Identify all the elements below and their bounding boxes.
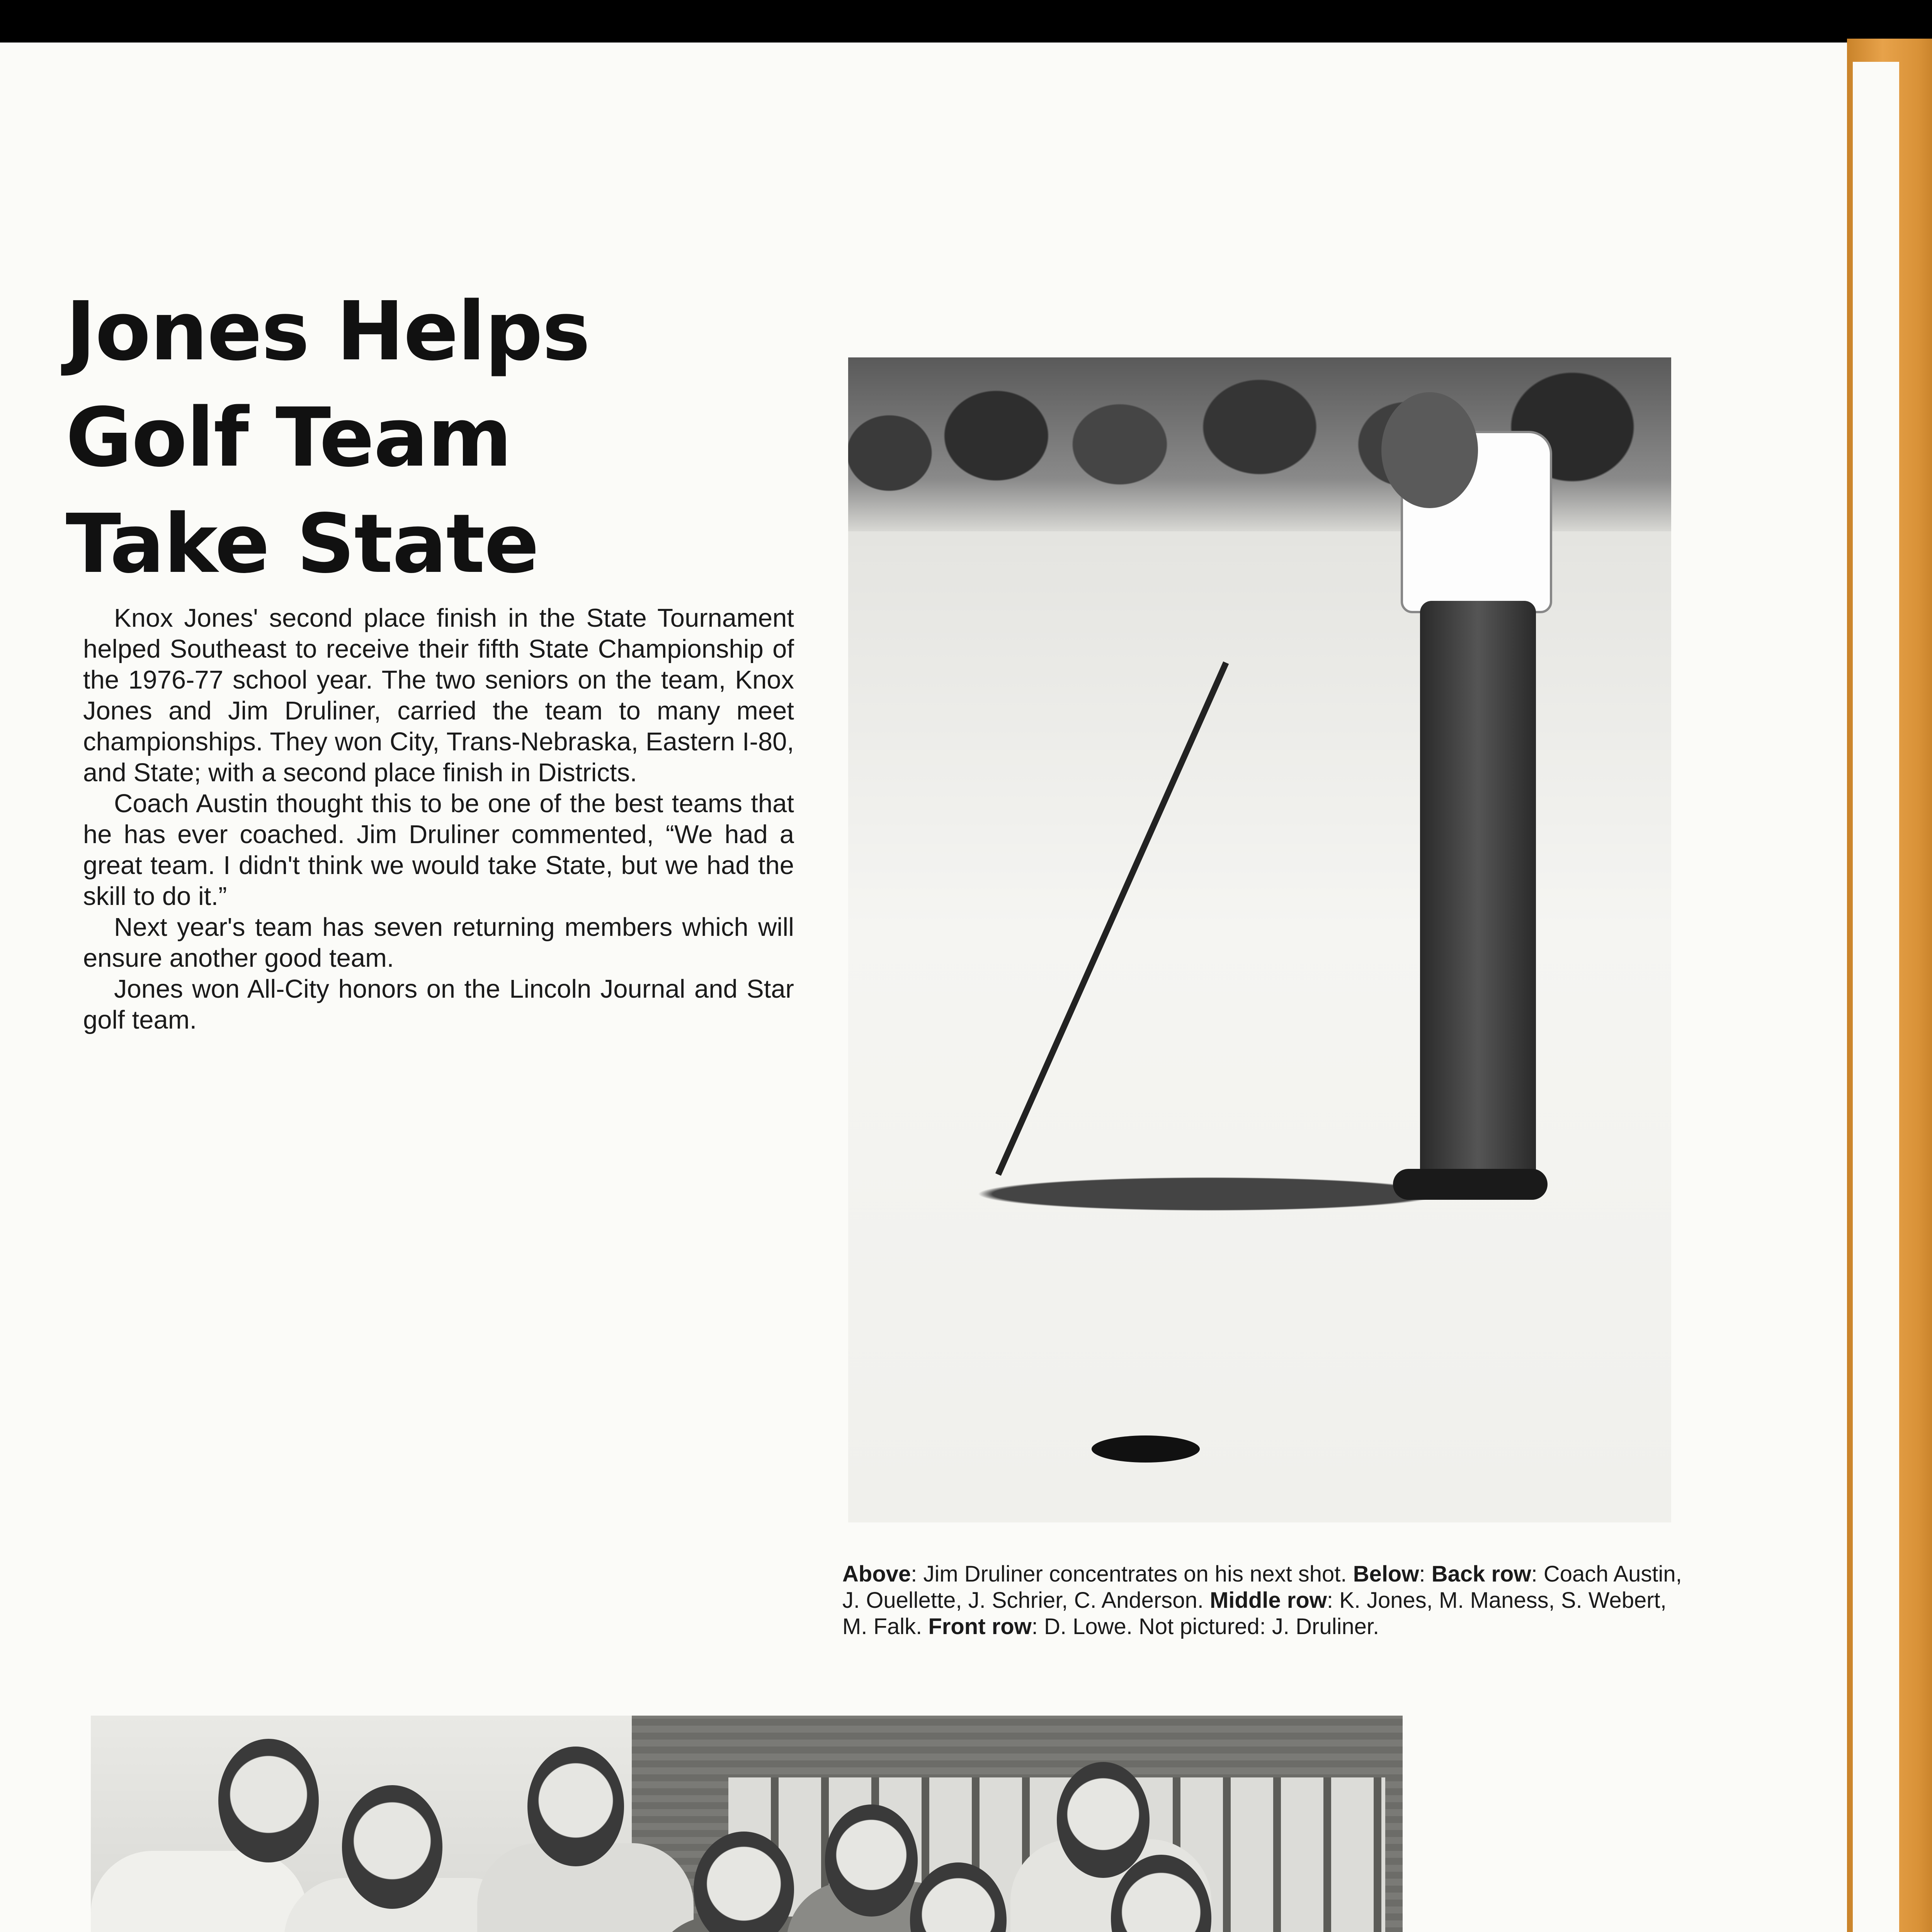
caption-front-row-text: : D. Lowe. Not pictured: J. Druliner.: [1031, 1614, 1379, 1639]
caption-above-label: Above: [842, 1561, 911, 1587]
photo-caption: [842, 1561, 1685, 1640]
title-line-1: Jones Helps: [66, 284, 590, 379]
team-member-figure: [91, 1851, 307, 1932]
caption-back-row-label: Back row: [1431, 1561, 1531, 1587]
caption-below-sep: :: [1419, 1561, 1432, 1587]
golfer-shoes: [1393, 1169, 1548, 1200]
golfer-figure: [1362, 392, 1563, 1196]
caption-above-text: : Jim Druliner concentrates on his next shot.: [911, 1561, 1353, 1587]
caption-below-label: Below: [1353, 1561, 1419, 1587]
title-line-3: Take State: [66, 497, 539, 591]
caption-back-row-text: : Coach Austin, J. Ouellette, J. Schrier, C. Anderson.: [842, 1561, 1682, 1613]
binding-inner-edge: [1853, 62, 1899, 1932]
body-paragraph: Jones won All-City honors on the Lincoln Journal and Star golf team.: [83, 975, 794, 1034]
article-title: [66, 278, 800, 597]
body-paragraph: Next year's team has seven returning members which will ensure another good team.: [83, 913, 794, 973]
body-paragraph: Knox Jones' second place finish in the State Tournament helped Southeast to receive their fifth State Championship of the 1976-77 school year. The two seniors on the team, Knox Jones and Jim Druliner, carried the team to many meet championships. They won City, Trans-Nebraska, Eastern I-80, and State; with a second place finish in Districts.: [83, 604, 794, 787]
team-member-head: [1057, 1762, 1150, 1878]
golfer-pants: [1420, 601, 1536, 1180]
team-member-head: [825, 1804, 918, 1917]
team-member-head: [342, 1785, 442, 1909]
caption-front-row-label: Front row: [928, 1614, 1032, 1639]
caption-middle-row-text: : K. Jones, M. Maness, S. Webert, M. Falk.: [842, 1588, 1667, 1639]
caption-middle-row-label: Middle row: [1210, 1588, 1327, 1613]
team-member-head: [527, 1747, 624, 1866]
golfer-head: [1381, 392, 1478, 508]
team-member-head: [218, 1739, 319, 1862]
body-paragraph: Coach Austin thought this to be one of the best teams that he has ever coached. Jim Druliner commented, “We had a great team. I didn't think we would take State, but we had the skill to do it.”: [83, 789, 794, 911]
golfer-photo: [848, 357, 1671, 1522]
article-body: [83, 603, 794, 1036]
team-photo: [91, 1716, 1403, 1932]
title-line-2: Golf Team: [66, 390, 512, 485]
golf-hole: [1092, 1435, 1200, 1463]
